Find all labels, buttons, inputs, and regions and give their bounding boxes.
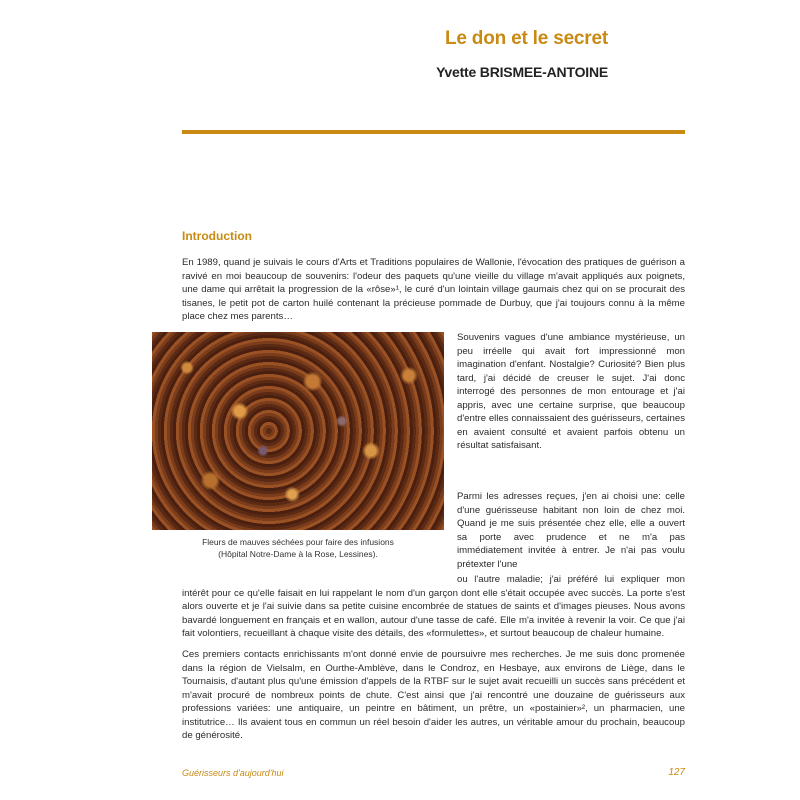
- figure-caption-line-2: (Hôpital Notre-Dame à la Rose, Lessines).: [218, 548, 378, 559]
- section-heading: Introduction: [182, 229, 252, 243]
- dried-mallow-flowers-photo: [152, 332, 444, 530]
- figure-caption: [152, 537, 444, 560]
- paragraph-souvenirs: Souvenirs vagues d'une ambiance mystérieuse, un peu irréelle qui avait fort impressionné mon imagination d'enfant. Nostalgie? Curiosité? Bien plus tard, j'ai décidé de creuser le sujet. J'ai donc interrogé des personnes de mon entourage et j'ai appris, avec une certaine surprise, que beaucoup d'entre elles connaissaient des guérisseurs, certaines en avaient consulté et avaient parfois obtenu un résultat satisfaisant.: [457, 332, 685, 451]
- paragraph-visite: ou l'autre maladie; j'ai préféré lui expliquer mon intérêt pour ce qu'elle faisait en lui rappelant le nom d'un garçon dont elle s'était occupée avec succès. La porte s'est alors ouverte et je l'ai suivie dans sa petite cuisine encombrée de statues de saints et d'images pieuses. Nous avons bavardé longuement en français et en wallon, autour d'une tasse de café. Elle m'a invitée à revenir la voir. Ce que j'ai fait volontiers, recueillant à chaque visite des détails, des «formulettes», et surtout beaucoup de chaleur humaine.: [182, 574, 685, 639]
- article-author: Yvette BRISMEE-ANTOINE: [436, 64, 608, 80]
- page-number: 127: [668, 767, 685, 778]
- paragraph-intro: En 1989, quand je suivais le cours d'Arts et Traditions populaires de Wallonie, l'évocation des pratiques de guérison a ravivé en moi beaucoup de souvenirs: l'odeur des paquets qu'une vieille du village m'avait appliqués aux poignets, une dame qui arrêtait la progression de la «rôse»¹, le curé d'un lointain village gaumais chez qui on se procurait des tisanes, le petit pot de carton huilé contenant la précieuse pommade de Durbuy, que j'ai toujours connu à la même place chez mes parents…: [182, 257, 685, 322]
- article-title: Le don et le secret: [444, 28, 608, 49]
- figure-caption-line-1: Fleurs de mauves séchées pour faire des infusions: [202, 537, 394, 547]
- footer-publication: Guérisseurs d'aujourd'hui: [182, 768, 284, 778]
- title-divider: [182, 130, 685, 134]
- paragraph-recherches: Ces premiers contacts enrichissants m'ont donné envie de poursuivre mes recherches. Je me suis donc promenée dans la région de Vielsalm, en Ourthe-Amblève, dans le Condroz, en Hesbaye, aux environs de Liège, dans le Tournaisis, d'autant plus qu'une émission d'appels de la RTBF sur le sujet avait recueilli un succès sans précédent et m'avait procuré de nombreux points de chute. C'est ainsi que j'ai rencontré une douzaine de guérisseurs aux professions variées: une antiquaire, un peintre en bâtiment, un prêtre, un «postainier»², un pharmacien, une institutrice… Ils avaient tous en commun un réel besoin d'aider les autres, un véritable amour du prochain, beaucoup de générosité.: [182, 649, 685, 741]
- paragraph-adresses: Parmi les adresses reçues, j'en ai choisi une: celle d'une guérisseuse habitant non loin de chez moi. Quand je me suis présentée chez elle, elle a ouvert sa porte avec prudence et ne m'a pas immédiatement invitée à entrer. Je n'ai pas voulu prétexter l'une: [457, 491, 685, 570]
